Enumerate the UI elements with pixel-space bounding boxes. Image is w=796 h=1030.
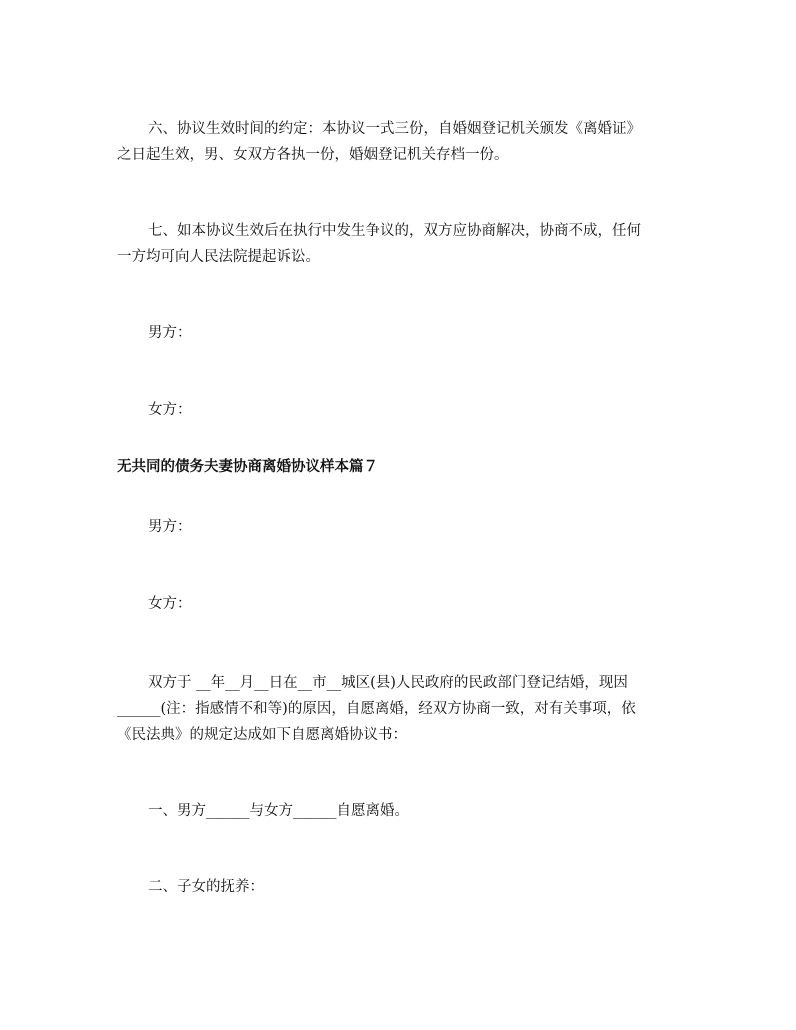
intro-line-3: 《民法典》的规定达成如下自愿离婚协议书： — [117, 727, 407, 743]
section-heading: 无共同的债务夫妻协商离婚协议样本篇７ — [117, 459, 378, 475]
intro-line-1: 双方于 __年__月__日在__市__城区(县)人民政府的民政部门登记结婚，现因 — [148, 675, 628, 691]
male-signature-label: 男方： — [148, 325, 192, 341]
item-2: 二、子女的抚养： — [148, 879, 264, 895]
male-party-label: 男方： — [148, 519, 192, 535]
female-party-label: 女方： — [148, 596, 192, 612]
clause-6-line-2: 之日起生效，男、女双方各执一份，婚姻登记机关存档一份。 — [117, 147, 509, 163]
clause-7-line-1: 七、如本协议生效后在执行中发生争议的，双方应协商解决，协商不成，任何 — [148, 223, 641, 239]
intro-line-2: ______(注：指感情不和等)的原因，自愿离婚，经双方协商一致，对有关事项，依 — [117, 701, 636, 717]
female-signature-label: 女方： — [148, 402, 192, 418]
item-1: 一、男方______与女方______自愿离婚。 — [148, 803, 409, 819]
clause-7-line-2: 一方均可向人民法院提起诉讼。 — [117, 249, 320, 265]
clause-6-line-1: 六、协议生效时间的约定：本协议一式三份，自婚姻登记机关颁发《离婚证》 — [148, 121, 641, 137]
